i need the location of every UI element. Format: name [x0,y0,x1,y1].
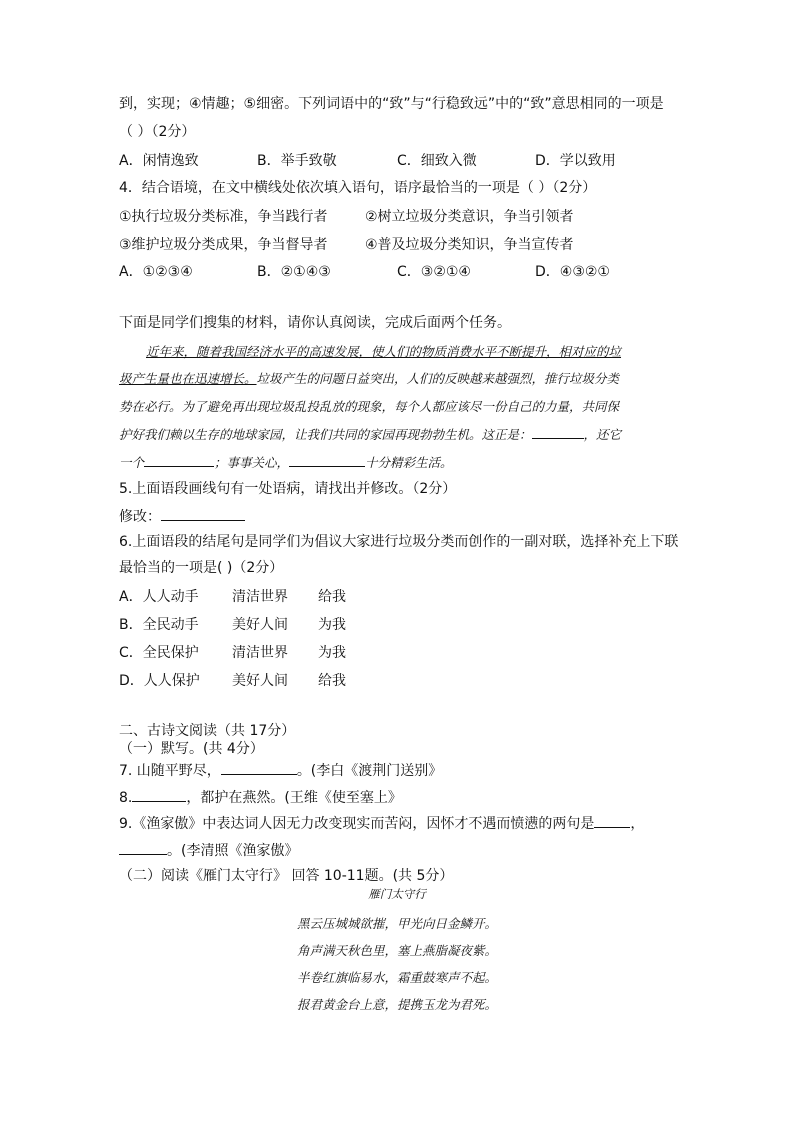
fill-blank-2[interactable] [144,452,214,467]
q3-stem-line2: （ ）（2分） [119,124,196,140]
q8-blank[interactable] [132,787,186,802]
section2-title: 二、古诗文阅读（共 17分） [119,723,296,739]
section2-sub2: （二）阅读《雁门太守行》 回答 10-11题。(共 5分） [119,868,454,884]
q3-option-a[interactable]: A．闲情逸致 [119,153,199,169]
q9-text: 9.《渔家傲》中表达词人因无力改变现实而苦闷，因怀才不遇而愤懑的两句是 [119,816,595,832]
q7-blank[interactable] [221,760,297,775]
material-intro: 下面是同学们搜集的材料，请你认真阅读，完成后面两个任务。 [119,315,511,331]
material-line-5 [119,452,453,473]
poem-line-4: 报君黄金台上意，提携玉龙为君死。 [296,997,497,1012]
q6-stem-line2: 最恰当的一项是( )（2分） [119,560,284,576]
q4-stem: 4．结合语境，在文中横线处依次填入语句，语序最恰当的一项是（ ）（2分） [119,180,597,196]
fill-blank-1[interactable] [532,424,584,439]
q4-option-d[interactable]: D．④③②① [535,264,610,280]
q4-option-c[interactable]: C．③②①④ [397,264,471,280]
material-line-4-tail: ，还它 [583,427,622,442]
q6-option-a-c3: 给我 [318,589,346,605]
q9-blank-1[interactable] [594,813,630,828]
q9-comma: ， [630,816,645,832]
q6-option-d-c3: 给我 [318,673,346,689]
q7-line [119,760,442,781]
material-line-4-text: 护好我们赖以生存的地球家园，让我们共同的家园再现勃勃生机。这正是： [119,427,532,442]
q6-option-a-c2: 清洁世界 [232,589,288,605]
q8-line [119,787,402,808]
q6-option-d-c1: D．人人保护 [119,673,200,689]
material-line-2-rest: 垃圾产生的问题日益突出，人们的反映越来越强烈，推行垃圾分类 [256,371,620,386]
material-line-5-head: 一个 [119,455,145,470]
q4-item-1: ①执行垃圾分类标准，争当践行者 [119,209,328,225]
poem-line-1: 黑云压城城欲摧，甲光向日金鳞开。 [296,916,497,931]
q9-blank-2[interactable] [119,840,167,855]
q9-line2 [119,840,298,861]
q5-answer-line [119,506,245,527]
q6-option-c-c2: 清洁世界 [232,645,288,661]
q6-option-d-c2: 美好人间 [232,673,288,689]
q8-text: ，都护在燕然。(王维《使至塞上》 [186,790,402,806]
q6-option-c-c3: 为我 [318,645,346,661]
q4-item-2: ②树立垃圾分类意识，争当引领者 [365,209,574,225]
poem-line-3: 半卷红旗临易水，霜重鼓寒声不起。 [296,970,497,985]
material-line-1 [146,342,621,362]
material-line-3: 势在必行。为了避免再出现垃圾乱投乱放的现象，每个人都应该尽一份自己的力量，共同保 [119,399,620,414]
underlined-sentence-part1: 近年来，随着我国经济水平的高速发展，使人们的物质消费水平不断提升，相对应的垃 [146,344,622,359]
q6-option-b-c3: 为我 [318,617,346,633]
material-line-4 [119,424,621,445]
q3-stem-line1: 到，实现；④情趣；⑤细密。下列词语中的“致”与“行稳致远”中的“致”意思相同的一项是 [119,96,664,112]
q6-option-b-c1: B．全民动手 [119,617,199,633]
q4-option-b[interactable]: B．②①④③ [257,264,331,280]
fill-blank-3[interactable] [289,452,365,467]
q3-option-b[interactable]: B．举手致敬 [257,153,337,169]
q5-stem: 5.上面语段画线句有一处语病，请找出并修改。（2分） [119,481,457,497]
poem-line-2: 角声满天秋色里，塞上燕脂凝夜紫。 [296,943,497,958]
q3-option-d[interactable]: D．学以致用 [535,153,616,169]
q8-number: 8. [119,790,133,806]
q6-stem-line1: 6.上面语段的结尾句是同学们为倡议大家进行垃圾分类而创作的一副对联，选择补充上下联 [119,534,679,550]
q4-option-a[interactable]: A．①②③④ [119,264,193,280]
material-line-5-mid: ；事事关心， [214,455,290,470]
q3-option-c[interactable]: C．细致入微 [397,153,477,169]
material-line-2 [119,369,619,389]
q6-option-c-c1: C．全民保护 [119,645,199,661]
material-line-5-tail: 十分精彩生活。 [365,455,453,470]
q6-option-a-c1: A．人人动手 [119,589,199,605]
poem-title: 雁门太守行 [368,887,426,901]
q7-source: 。(李白《渡荆门送别》 [296,763,443,779]
q4-item-3: ③维护垃圾分类成果，争当督导者 [119,237,328,253]
q5-answer-blank[interactable] [161,506,245,521]
q7-text: 7. 山随平野尽， [119,763,221,779]
q9-line1 [119,813,644,834]
q5-answer-label: 修改： [119,509,161,525]
q4-item-4: ④普及垃圾分类知识，争当宣传者 [365,237,574,253]
q9-source: 。(李清照《渔家傲》 [167,843,299,859]
underlined-sentence-part2: 圾产生量也在迅速增长。 [119,371,257,386]
section2-sub1: （一）默写。(共 4分） [119,741,264,757]
q6-option-b-c2: 美好人间 [232,617,288,633]
